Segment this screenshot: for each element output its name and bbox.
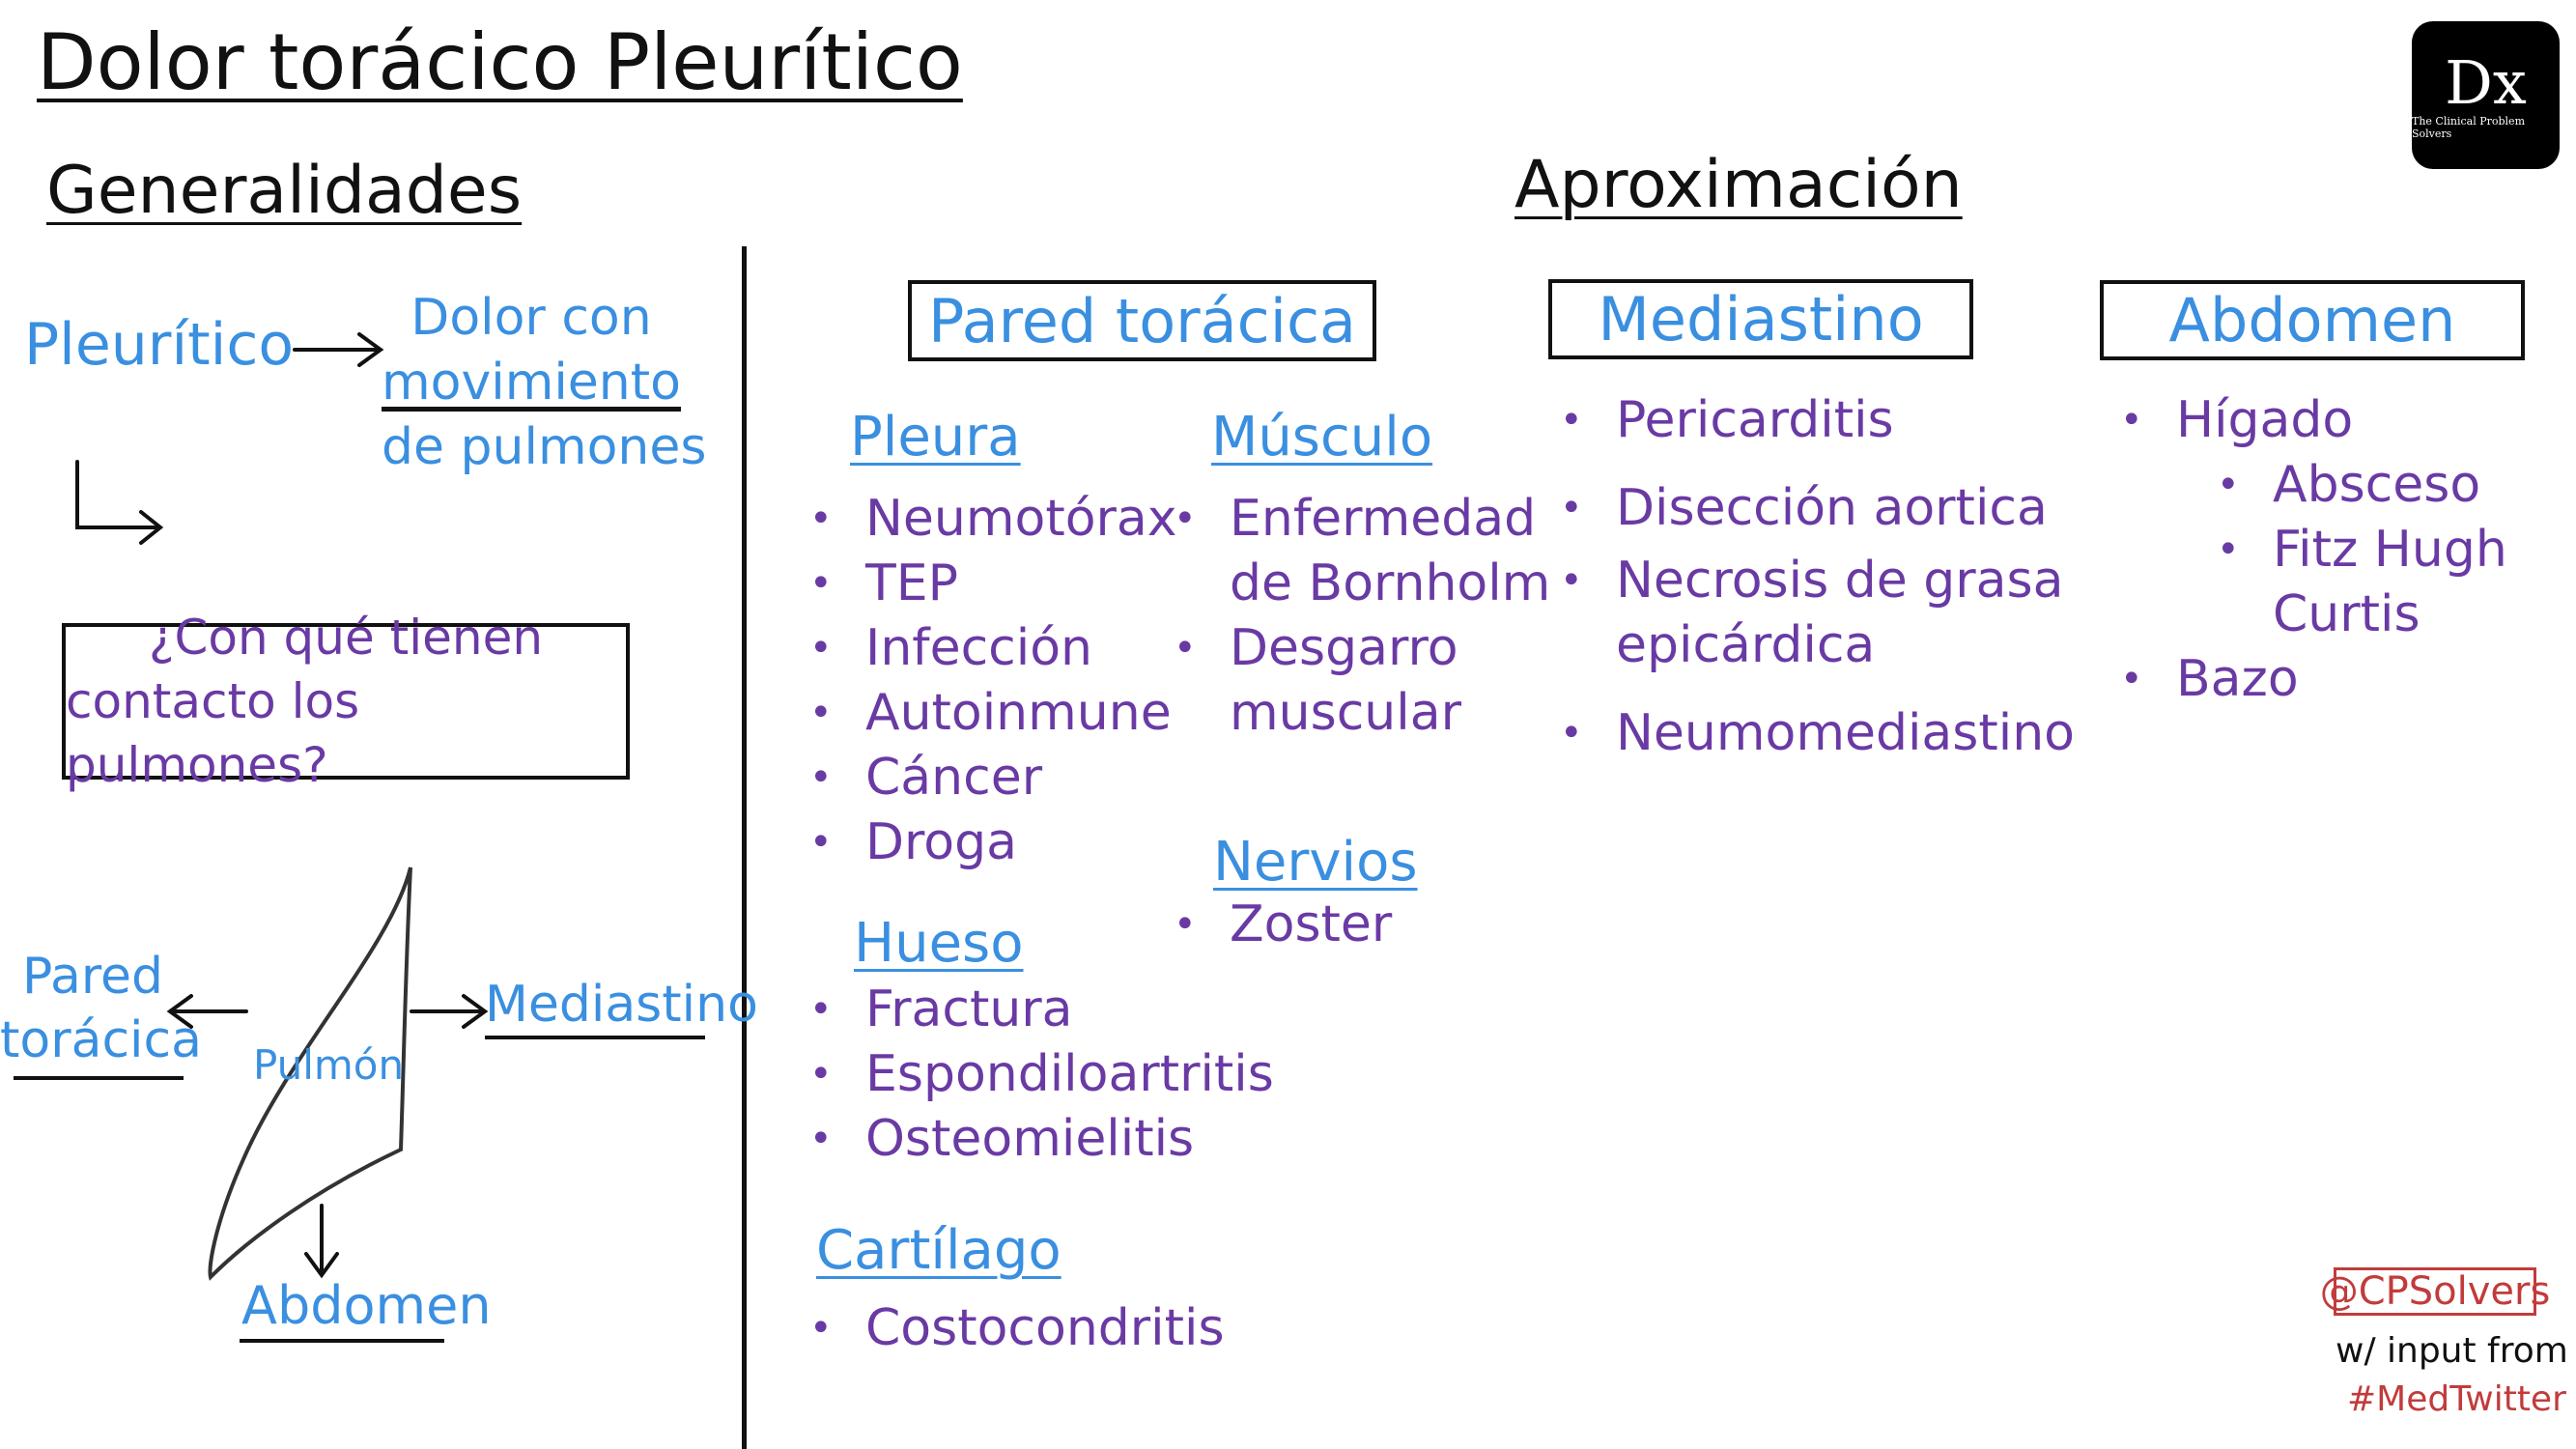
list-item: • Necrosis de grasa: [1560, 549, 2075, 613]
list-item: • Neumomediastino: [1560, 701, 2075, 766]
definition-line-3: de pulmones: [382, 418, 707, 476]
question-line-2: contacto los pulmones?: [66, 673, 360, 793]
list-item: • Bazo: [2120, 647, 2507, 712]
definition-line-2: movimiento: [382, 354, 681, 412]
contact-pared: [0, 945, 202, 1072]
musculo-list: [1174, 487, 1550, 746]
logo-text: Dx: [2445, 46, 2527, 118]
list-item-continued: de Bornholm: [1230, 554, 1551, 612]
contact-abdomen: Abdomen: [241, 1275, 492, 1336]
list-item: • Osteomielitis: [809, 1107, 1274, 1172]
credit-tag: #MedTwitter: [2347, 1379, 2566, 1419]
list-item: • Zoster: [1174, 893, 1392, 957]
mediastino-box: [1548, 279, 1973, 359]
list-item: • Desgarro: [1174, 616, 1550, 681]
cpsolvers-handle: @CPSolvers: [2319, 1269, 2551, 1314]
list-item: • Cáncer: [809, 746, 1177, 810]
bent-arrow-icon: [77, 462, 160, 543]
list-item: • Enfermedad: [1174, 487, 1550, 552]
page-title: Dolor torácico Pleurítico: [37, 17, 963, 107]
right-arrow-icon: [295, 334, 381, 365]
musculo-heading: Músculo: [1211, 406, 1433, 469]
list-item: • TEP: [809, 552, 1177, 616]
list-item: • Infección: [809, 616, 1177, 681]
abdomen-box-label: Abdomen: [2168, 285, 2456, 355]
question-box: [62, 610, 630, 793]
cartilago-list: [809, 1296, 1225, 1361]
nervios-heading: Nervios: [1213, 831, 1418, 894]
lung-label: Pulmón: [253, 1041, 405, 1089]
list-item: • Neumotórax: [809, 487, 1177, 552]
cartilago-heading: Cartílago: [816, 1219, 1062, 1282]
list-item: • Hígado: [2120, 388, 2507, 453]
pared-toracica-box-label: Pared torácica: [927, 285, 1357, 356]
abdomen-box: [2100, 280, 2525, 360]
list-item: • Espondiloartritis: [809, 1042, 1274, 1107]
list-item: • Fractura: [809, 978, 1274, 1042]
list-item: • Costocondritis: [809, 1296, 1225, 1361]
list-item: • Disección aortica: [1560, 476, 2075, 541]
list-subitem: • Fitz Hugh: [2217, 518, 2507, 582]
generalidades-heading: Generalidades: [46, 153, 523, 229]
list-item-continued: muscular: [1230, 684, 1461, 742]
question-line-1: ¿Con qué tienen: [148, 610, 544, 666]
nervios-list: [1174, 893, 1392, 957]
pleura-heading: Pleura: [850, 406, 1021, 469]
right-arrow-icon: [411, 996, 485, 1027]
list-item: • Pericarditis: [1560, 388, 2075, 453]
logo-subtitle: The Clinical Problem Solvers: [2412, 114, 2525, 140]
contact-pared-line-1: Pared: [21, 948, 164, 1006]
credit-line: w/ input from: [2335, 1331, 2568, 1371]
list-item: • Autoinmune: [809, 681, 1177, 746]
list-item-continued: epicárdica: [1616, 616, 1876, 674]
abdomen-list: [2120, 388, 2507, 712]
list-subitem: • Absceso: [2217, 453, 2507, 518]
list-item: • Droga: [809, 810, 1177, 875]
pleura-list: [809, 487, 1177, 875]
mediastino-box-label: Mediastino: [1598, 284, 1924, 355]
pared-toracica-box: [908, 280, 1376, 361]
list-subitem-continued: Curtis: [2273, 585, 2420, 643]
definition-line-1: Dolor con: [410, 289, 652, 347]
hueso-list: [809, 978, 1274, 1172]
pleuritico-label: Pleurítico: [24, 311, 295, 379]
mediastino-list: [1560, 388, 2075, 766]
down-arrow-icon: [306, 1206, 337, 1275]
contact-pared-line-2: torácica: [0, 1011, 202, 1069]
hueso-heading: Hueso: [854, 912, 1024, 975]
contact-mediastino: Mediastino: [485, 976, 758, 1034]
aproximacion-heading: Aproximación: [1514, 147, 1963, 223]
